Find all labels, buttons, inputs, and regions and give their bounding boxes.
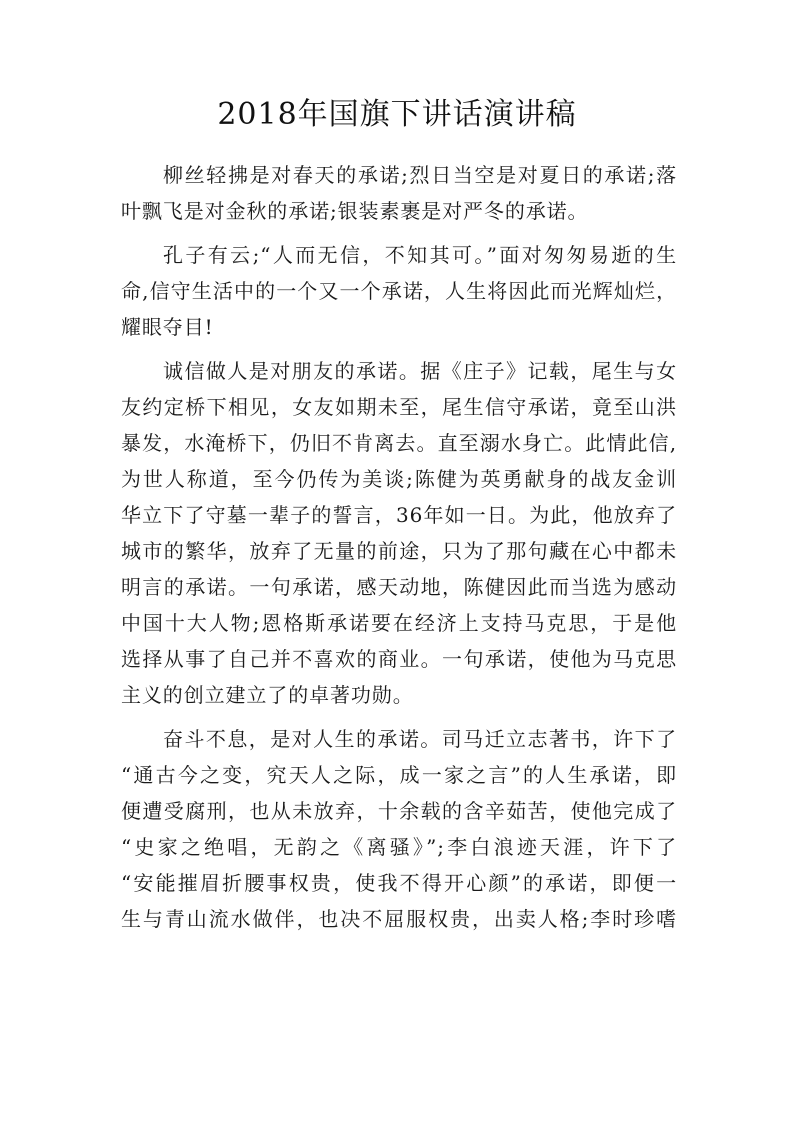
paragraph bbox=[121, 353, 677, 713]
text-line: 诚信做人是对朋友的承诺。据《庄子》记载，尾生与女 bbox=[163, 359, 677, 383]
paragraph-gap bbox=[121, 713, 677, 721]
page-title: 2018年国旗下讲话演讲稿 bbox=[217, 97, 577, 132]
text-line: “安能摧眉折腰事权贵，使我不得开心颜”的承诺，即便一 bbox=[121, 871, 677, 895]
text-line: 生与青山流水做伴，也决不屈服权贵，出卖人格;李时珍嗜 bbox=[121, 907, 677, 931]
text-line: 便遭受腐刑，也从未放弃，十余载的含辛茹苦，使他完成了 bbox=[121, 799, 677, 823]
text-line: 明言的承诺。一句承诺，感天动地，陈健因此而当选为感动 bbox=[121, 575, 677, 599]
text-line: 中国十大人物;恩格斯承诺要在经济上支持马克思，于是他 bbox=[121, 611, 677, 635]
text-line: 命,信守生活中的一个又一个承诺，人生将因此而光辉灿烂， bbox=[121, 279, 677, 303]
paragraph bbox=[121, 237, 677, 345]
paragraph bbox=[121, 157, 677, 229]
paragraph-gap bbox=[121, 345, 677, 353]
text-line: 华立下了守墓一辈子的誓言，36年如一日。为此，他放弃了 bbox=[121, 503, 677, 527]
text-line: 城市的繁华，放弃了无量的前途，只为了那句藏在心中都未 bbox=[121, 539, 677, 563]
text-line: 主义的创立建立了的卓著功勋。 bbox=[121, 683, 414, 707]
text-line: 为世人称道，至今仍传为美谈;陈健为英勇献身的战友金训 bbox=[121, 467, 677, 491]
text-line: 孔子有云;“人而无信，不知其可。”面对匆匆易逝的生 bbox=[163, 243, 677, 267]
text-line: 选择从事了自己并不喜欢的商业。一句承诺，使他为马克思 bbox=[121, 647, 677, 671]
text-line: 奋斗不息，是对人生的承诺。司马迁立志著书，许下了 bbox=[163, 727, 677, 751]
paragraph-gap bbox=[121, 229, 677, 237]
text-line: 友约定桥下相见，女友如期未至，尾生信守承诺，竟至山洪 bbox=[121, 395, 677, 419]
text-line: 柳丝轻拂是对春天的承诺;烈日当空是对夏日的承诺;落 bbox=[163, 163, 677, 187]
paragraph bbox=[121, 721, 677, 937]
text-line: “通古今之变，究天人之际，成一家之言”的人生承诺，即 bbox=[121, 763, 677, 787]
text-line: “史家之绝唱，无韵之《离骚》”;李白浪迹天涯，许下了 bbox=[121, 835, 677, 859]
text-line: 暴发，水淹桥下，仍旧不肯离去。直至溺水身亡。此情此信, bbox=[121, 431, 677, 455]
text-line: 叶飘飞是对金秋的承诺;银装素裹是对严冬的承诺。 bbox=[121, 199, 589, 223]
text-line: 耀眼夺目! bbox=[121, 315, 214, 339]
speech-body bbox=[121, 157, 677, 937]
